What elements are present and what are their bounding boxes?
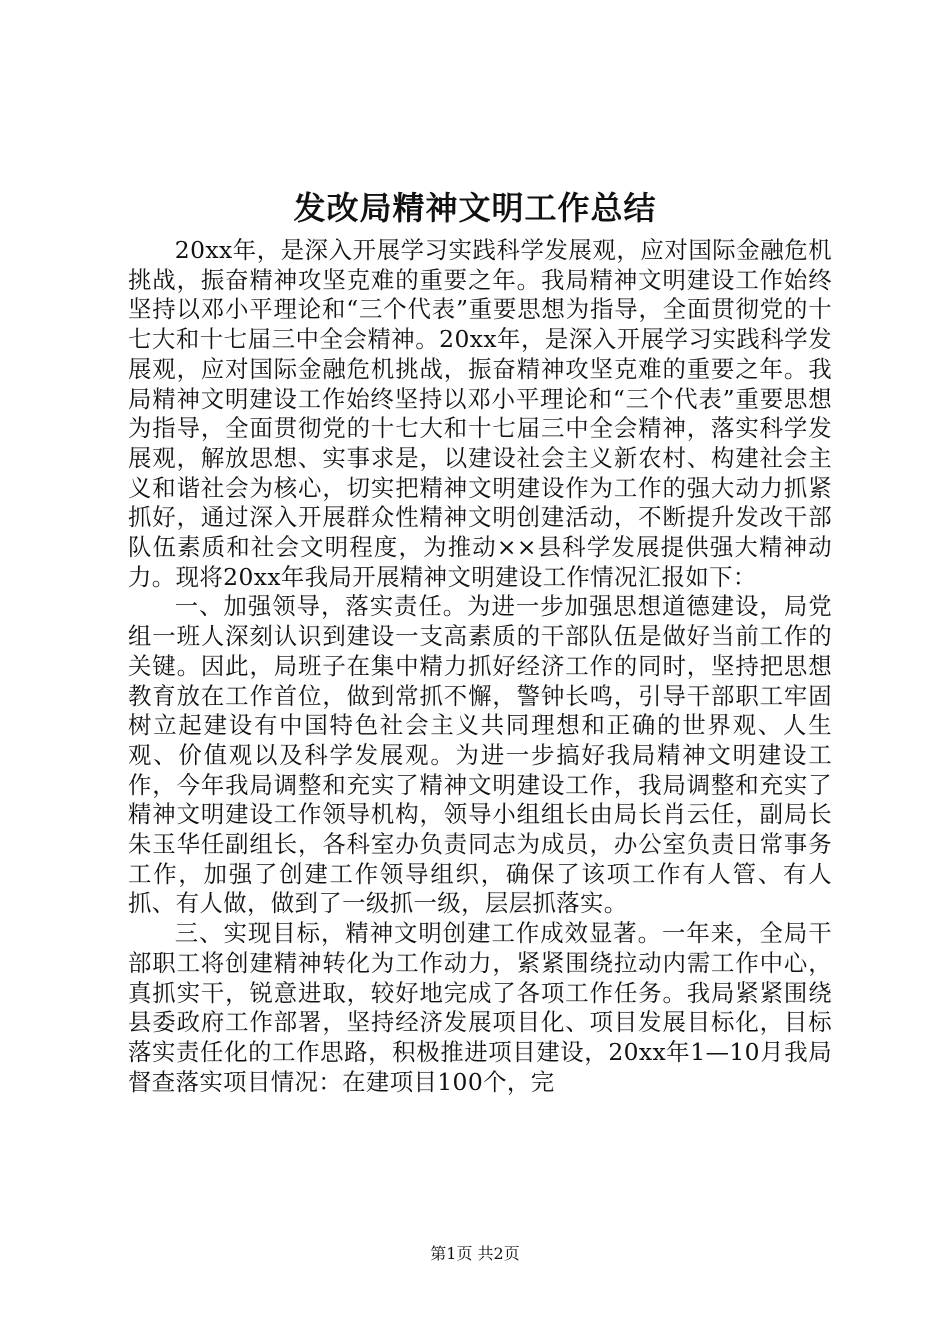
- paragraph-leadership: 一、加强领导，落实责任。为进一步加强思想道德建设，局党组一班人深刻认识到建设一支高素质的干部队伍是做好当前工作的关键。因此，局班子在集中精力抓好经济工作的同时，坚持把思想教育放在工作首位，做到常抓不懈，警钟长鸣，引导干部职工牢固树立起建设有中国特色社会主义共同理想和正确的世界观、人生观、价值观以及科学发展观。为进一步搞好我局精神文明建设工作，今年我局调整和充实了精神文明建设工作，我局调整和充实了精神文明建设工作领导机构，领导小组组长由局长肖云任，副局长朱玉华任副组长，各科室办负责同志为成员，办公室负责日常事务工作，加强了创建工作领导组织，确保了该项工作有人管、有人抓、有人做，做到了一级抓一级，层层抓落实。: [128, 592, 832, 918]
- document-body: [128, 236, 832, 1097]
- paragraph-achievements: 三、实现目标，精神文明创建工作成效显著。一年来，全局干部职工将创建精神转化为工作动力，紧紧围绕拉动内需工作中心，真抓实干，锐意进取，较好地完成了各项工作任务。我局紧紧围绕县委政府工作部署，坚持经济发展项目化、项目发展目标化，目标落实责任化的工作思路，积极推进项目建设，20xx年1—10月我局督查落实项目情况：在建项目100个，完: [128, 919, 832, 1096]
- document-title: 发改局精神文明工作总结: [293, 189, 657, 227]
- page-number-footer: 第1页 共2页: [430, 1244, 520, 1263]
- paragraph-intro: 20xx年，是深入开展学习实践科学发展观，应对国际金融危机挑战，振奋精神攻坚克难的重要之年。我局精神文明建设工作始终坚持以邓小平理论和“三个代表”重要思想为指导，全面贯彻党的十七大和十七届三中全会精神。20xx年，是深入开展学习实践科学发展观，应对国际金融危机挑战，振奋精神攻坚克难的重要之年。我局精神文明建设工作始终坚持以邓小平理论和“三个代表”重要思想为指导，全面贯彻党的十七大和十七届三中全会精神，落实科学发展观，解放思想、实事求是，以建设社会主义新农村、构建社会主义和谐社会为核心，切实把精神文明建设作为工作的强大动力抓紧抓好，通过深入开展群众性精神文明创建活动，不断提升发改干部队伍素质和社会文明程度，为推动××县科学发展提供强大精神动力。现将20xx年我局开展精神文明建设工作情况汇报如下：: [128, 236, 832, 591]
